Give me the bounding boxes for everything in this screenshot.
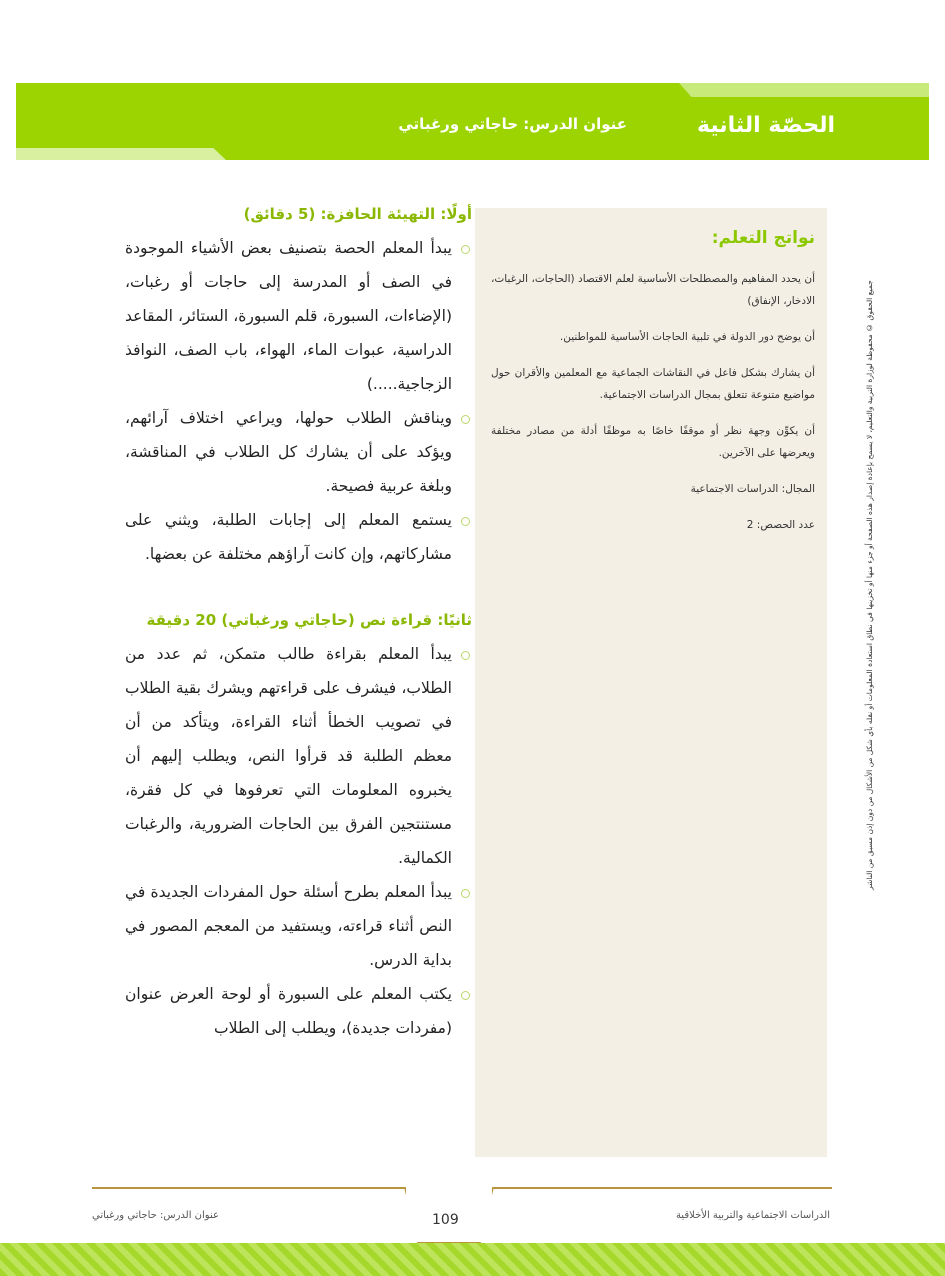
lesson-number: الحصّة الثانية bbox=[697, 113, 835, 138]
list-item: يبدأ المعلم بقراءة طالب متمكن، ثم عدد من الطلاب، فيشرف على قراءتهم ويشرك بقية الطلاب في تصويب الخطأ أثناء القراءة، ويتأكد من أن معظم الطلبة قد قرأوا النص، ويطلب إليهم أن يخبروه المعلومات التي تعرفوها في كل فقرة، مستنتجين الفرق بين الحاجات الضرورية، والرغبات الكمالية. bbox=[125, 637, 472, 875]
list-item: ويناقش الطلاب حولها، ويراعي اختلاف آرائهم، ويؤكد على أن يشارك كل الطلاب في المناقشة، وبلغة عربية فصيحة. bbox=[125, 401, 472, 503]
list-item: يستمع المعلم إلى إجابات الطلبة، ويثني على مشاركاتهم، وإن كانت آراؤهم مختلفة عن بعضها. bbox=[125, 503, 472, 571]
footer-subject: الدراسات الاجتماعية والتربية الأخلاقية bbox=[675, 1210, 830, 1221]
list-item: يكتب المعلم على السبورة أو لوحة العرض عنوان (مفردات جديدة)، ويطلب إلى الطلاب bbox=[125, 977, 472, 1045]
outcome-item: أن يحدد المفاهيم والمصطلحات الأساسية لعلم الاقتصاد (الحاجات، الرغبات، الادخار، الإنفاق) bbox=[491, 273, 815, 307]
field: المجال: الدراسات الاجتماعية bbox=[690, 483, 815, 495]
learning-outcomes-panel bbox=[475, 208, 827, 1157]
lesson-title: عنوان الدرس: حاجاتي ورغباتي bbox=[398, 115, 627, 133]
outcome-item: أن يكوِّن وجهة نظر أو موقفًا خاصًا به موظفًا أدلة من مصادر مختلفة ويعرضها على الآخرين. bbox=[491, 425, 815, 459]
list-item: يبدأ المعلم بطرح أسئلة حول المفردات الجديدة في النص أثناء قراءته، ويستفيد من المعجم المصور في بداية الدرس. bbox=[125, 875, 472, 977]
header-decoration bbox=[679, 83, 929, 97]
footer-pattern-strip bbox=[0, 1243, 945, 1276]
page-number: 109 bbox=[432, 1212, 459, 1228]
copyright-notice: جميع الحقوق © محفوظة لوزارة التربية والتعليم، لا يسمح بإعادة إصدار هذه الصفحة أو جزء منها أو تخزينها في نطاق استعادة المعلومات أو نقله بأي شكل من الأشكال من دون إذن مسبق من الناشر bbox=[865, 280, 874, 890]
section-title: أولًا: التهيئة الحافزة: (5 دقائق) bbox=[243, 205, 472, 223]
outcomes-title: نواتج التعلم: bbox=[711, 228, 815, 248]
outcome-item: أن يشارك بشكل فاعل في النقاشات الجماعية مع المعلمين والأقران حول مواضيع متنوعة تتعلق بمجال الدراسات الاجتماعية. bbox=[491, 367, 815, 401]
outcome-item: أن يوضح دور الدولة في تلبية الحاجات الأساسية للمواطنين. bbox=[559, 331, 815, 343]
footer-lesson: عنوان الدرس: حاجاتي ورغباتي bbox=[92, 1210, 219, 1221]
section-title: ثانيًا: قراءة نص (حاجاتي ورغباتي) 20 دقيقة bbox=[146, 611, 472, 629]
main-content bbox=[125, 205, 472, 1045]
header-decoration bbox=[16, 148, 226, 160]
sessions-count: عدد الحصص: 2 bbox=[746, 519, 815, 531]
list-item: يبدأ المعلم الحصة بتصنيف بعض الأشياء الموجودة في الصف أو المدرسة إلى حاجات أو رغبات، (الإضاءات، السبورة، قلم السبورة، الستائر، المقاعد الدراسية، عبوات الماء، الهواء، باب الصف، النوافذ الزجاجية.....) bbox=[125, 231, 472, 401]
